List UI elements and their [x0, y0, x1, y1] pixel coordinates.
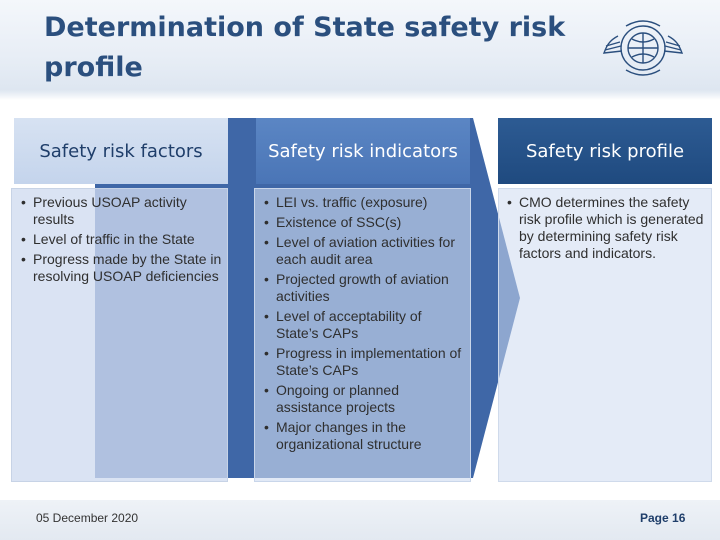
list-item: • Major changes in the organizational structure	[255, 419, 467, 453]
safety-risk-profile-heading: Safety risk profile	[498, 118, 712, 184]
list-item: • Progress in implementation of State’s CAPs	[255, 345, 467, 379]
list-item: • LEI vs. traffic (exposure)	[255, 194, 467, 211]
list-item: • Level of acceptability of State’s CAPs	[255, 308, 467, 342]
safety-risk-factors-heading: Safety risk factors	[14, 118, 228, 184]
list-item: • Progress made by the State in resolving USOAP deficiencies	[12, 251, 224, 285]
list-item: • CMO determines the safety risk profile which is generated by determining safety risk factors and indicators.	[498, 194, 710, 262]
list-item: • Level of traffic in the State	[12, 231, 224, 248]
list-item: • Ongoing or planned assistance projects	[255, 382, 467, 416]
slide-title: Determination of State safety risk profile	[44, 12, 566, 83]
list-item: • Previous USOAP activity results	[12, 194, 224, 228]
safety-risk-indicators-list	[255, 194, 467, 456]
list-item: • Level of aviation activities for each audit area	[255, 234, 467, 268]
page-number: Page 16	[640, 511, 686, 525]
safety-risk-profile-list	[498, 194, 710, 265]
list-item: • Projected growth of aviation activities	[255, 271, 467, 305]
safety-risk-factors-list	[12, 194, 224, 288]
safety-risk-indicators-heading: Safety risk indicators	[256, 118, 470, 184]
slide-date: 05 December 2020	[36, 511, 139, 525]
list-item: • Existence of SSC(s)	[255, 214, 467, 231]
icao-emblem-icon	[596, 8, 690, 88]
